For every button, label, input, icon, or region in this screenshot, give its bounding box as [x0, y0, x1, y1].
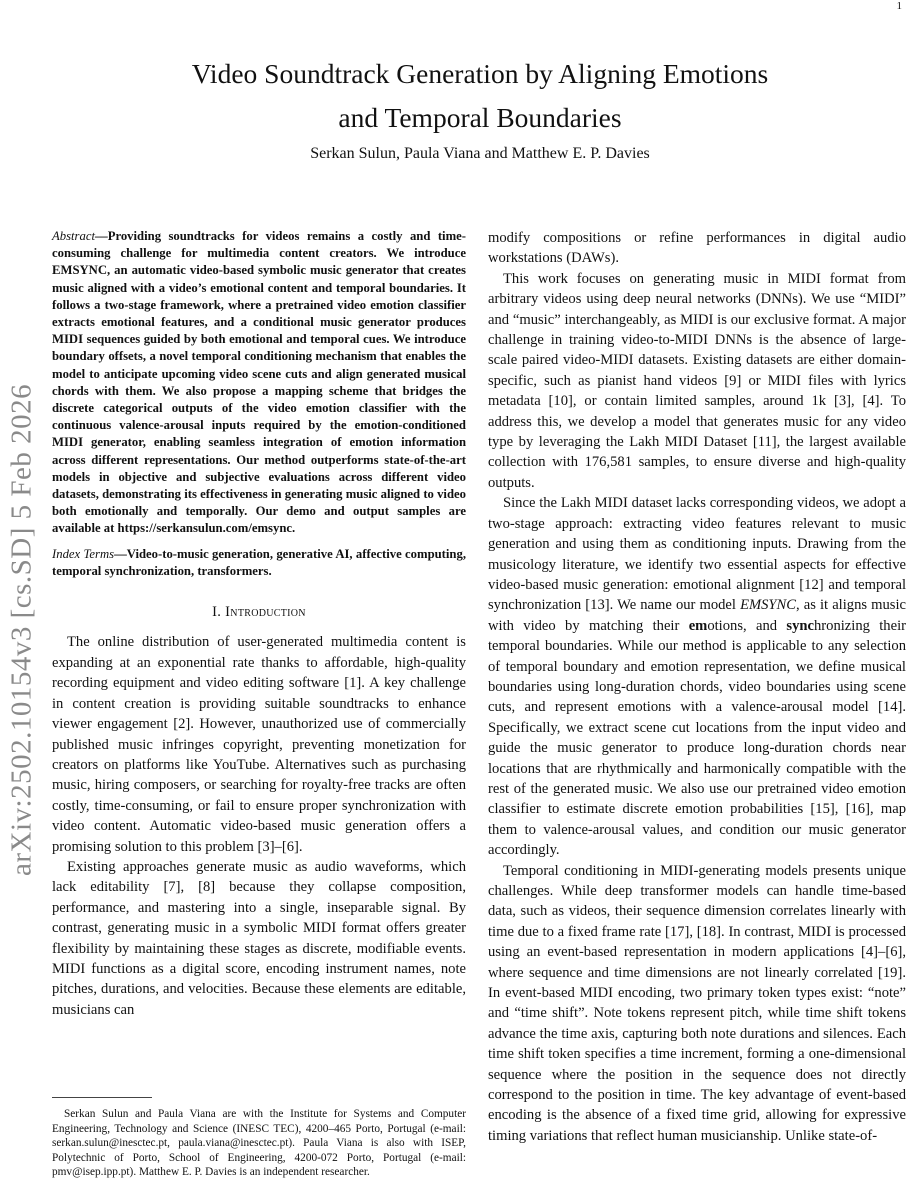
index-terms-label: Index Terms: [52, 546, 115, 561]
text-run: , as it aligns music with video by matching their: [488, 597, 906, 634]
section-heading-introduction: [52, 602, 466, 622]
title-line-2: and Temporal Boundaries: [338, 102, 622, 133]
index-terms: [52, 546, 466, 580]
section-title: Introduction: [225, 604, 306, 621]
left-column: [52, 228, 466, 1020]
arxiv-identifier[interactable]: arXiv:2502.10154v3 [cs.SD] 5 Feb 2026: [5, 383, 38, 877]
body-paragraph: Temporal conditioning in MIDI-generating models presents unique challenges. While deep transformer models can handle time-based data, such as videos, their sequence dimension correlates linearly with time due to a fixed frame rate [17], [18]. In contrast, MIDI is processed using an event-based representation in modern applications [4]–[6], where sequence and time dimensions are not linearly correlated [19]. In event-based MIDI encoding, two primary token types exist: “note” and “time shift”. Note tokens represent pitch, while time shift tokens advance the time axis, capturing both note durations and silences. Each time shift token specifies a time increment, forming a one-dimensional sequence where the position in the sequence does not directly correspond to the position in time. The key advantage of event-based encoding is the absence of a fixed time grid, allowing for expressive timing variations that reflect human musicianship. Unlike state-of-: [488, 862, 906, 1144]
text-run: Since the Lakh MIDI dataset lacks corresponding videos, we adopt a two-stage approach: extracting video features relevant to music generation and using them as conditioning inputs. Drawing from the musicology literature, we identify two essential aspects for effective video-based music generation: emotional alignment [12] and temporal synchronization [13]. We name our model: [488, 495, 906, 614]
page-number: 1: [896, 0, 902, 12]
footnote-divider: [52, 1097, 152, 1098]
intro-paragraph: The online distribution of user-generated multimedia content is expanding at an exponential rate thanks to affordable, high-quality recording equipment and video editing software [1]. A key challenge in content creation is providing suitable soundtracks to enhance viewer engagement [2]. However, unauthorized use of commercially published music infringes copyright, preventing monetization for creators on platforms like YouTube. Alternatives such as purchasing music, hiring composers, or searching for royalty-free tracks are often costly, time-consuming, or fail to ensure proper synchronization with video content. Automatic video-based music generation offers a promising solution to this problem [3]–[6].: [52, 634, 466, 855]
text-run: hronizing their temporal boundaries. While our method is applicable to any selection of temporal boundary and emotion representation, we define musical boundaries using long-duration chords, video boundaries using scene cuts, and represent emotions with a valence-arousal model [14]. Specifically, we extract scene cut locations from the input video and guide the music generator to produce long-duration chords near locations that are rhythmically and harmonically compatible with the rest of the generated music. We also use our pretrained video emotion classifier to estimate discrete emotion probabilities [15], [16], map them to valence-arousal values, and condition our music generator accordingly.: [488, 617, 906, 859]
emphasis-em: em: [688, 617, 708, 634]
continued-paragraph: modify compositions or refine performances in digital audio workstations (DAWs).: [488, 230, 906, 267]
intro-paragraph: Existing approaches generate music as audio waveforms, which lack editability [7], [8] because they collapse composition, performance, and mastering into a single, inseparable signal. By contrast, generating music in a symbolic MIDI format offers greater flexibility by maintaining these stages as discrete, modifiable events. MIDI functions as a digital score, encoding instrument names, note pitches, durations, and velocities. Because these elements are editable, musicians can: [52, 858, 466, 1018]
paper-title: [60, 52, 900, 140]
abstract-label: Abstract: [52, 229, 95, 243]
body-paragraph: [488, 493, 906, 860]
index-terms-text: —Video-to-music generation, generative AI, affective computing, temporal synchronization, transformers.: [52, 546, 467, 578]
author-affiliation-footnote: Serkan Sulun and Paula Viana are with the Institute for Systems and Computer Engineering, Technology and Science (INESC TEC), 4200–465 Porto, Portugal (e-mail: serkan.sulun@inesctec.pt, paula.viana@inesctec.pt). Paula Viana is also with ISEP, Polytechnic of Porto, School of Engineering, 4200-072 Porto, Portugal (e-mail: pmv@isep.ipp.pt). Matthew E. P. Davies is an independent researcher.: [52, 1108, 466, 1179]
right-column: [488, 228, 906, 1146]
text-run: otions, and: [707, 617, 787, 634]
abstract: [52, 228, 466, 538]
abstract-text: —Providing soundtracks for videos remains a costly and time-consuming challenge for multimedia content creators. We introduce EMSYNC, an automatic video-based symbolic music generator that creates music aligned with a video’s emotional content and temporal boundaries. It follows a two-stage framework, where a pretrained video emotion classifier extracts emotional features, and a conditional music generator produces MIDI sequences guided by both emotional and temporal cues. We introduce boundary offsets, a novel temporal conditioning mechanism that enables the model to anticipate upcoming video scene cuts and align generated musical chords with them. We also propose a mapping scheme that bridges the discrete categorical outputs of the video emotion classifier with the continuous valence-arousal inputs required by the emotion-conditioned MIDI generator, enabling seamless integration of emotion information across different representations. Our method outperforms state-of-the-art models in objective and subjective evaluations across different video datasets, demonstrating its effectiveness in generating music aligned to video both emotionally and temporally. Our demo and output samples are available at https://serkansulun.com/emsync.: [52, 229, 466, 536]
author-list: Serkan Sulun, Paula Viana and Matthew E. P. Davies: [310, 145, 650, 162]
emphasis-sync: sync: [786, 617, 814, 634]
title-line-1: Video Soundtrack Generation by Aligning Emotions: [191, 58, 769, 89]
body-paragraph: This work focuses on generating music in MIDI format from arbitrary videos using deep neural networks (DNNs). We use “MIDI” and “music” interchangeably, as MIDI is our exclusive format. A major challenge in training video-to-MIDI DNNs is the absence of large-scale paired video-MIDI datasets. Existing datasets are either domain-specific, such as pianist hand videos [9] or MIDI files with lyrics metadata [10], or contain limited samples, around 1k [3], [4]. To address this, we develop a model that generates music for any video type by leveraging the Lakh MIDI Dataset [11], the largest available collection with 176,581 samples, to ensure diverse and high-quality outputs.: [488, 270, 906, 491]
model-name: EMSYNC: [740, 597, 797, 614]
section-number: I.: [212, 604, 222, 621]
